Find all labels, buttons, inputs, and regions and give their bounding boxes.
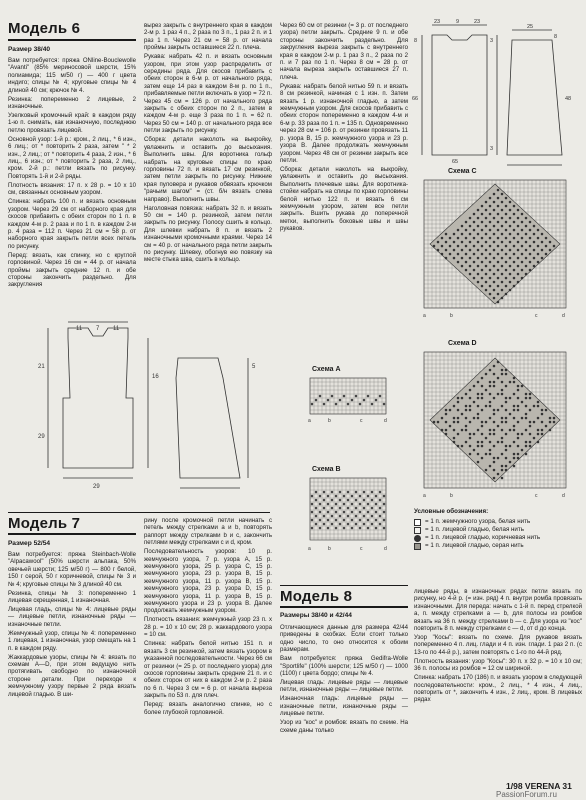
model7-dim-1: 23 bbox=[434, 19, 441, 25]
model6-edge: Узелковый кромочный край: в каждом ряду 1-ю п. снимать, как изнаночную, последнюю петлю провязать лицевой. bbox=[8, 112, 136, 134]
model8-column-1 bbox=[280, 624, 408, 736]
model7-pearl: Жемчужный узор, спицы № 4: попеременно 1 лицевая, 1 изнаночная, узор смещать на 1 п. в каждом ряду. bbox=[8, 629, 136, 652]
scheme-a-corner-a: а bbox=[308, 418, 311, 424]
model7-title-bar bbox=[8, 533, 136, 535]
model7-title-bar-top bbox=[8, 512, 270, 513]
knit-white-symbol bbox=[414, 527, 421, 534]
model6-column-2 bbox=[144, 22, 272, 265]
scheme-c-corner-c: с bbox=[535, 313, 538, 319]
model8-gauge: Плотность вязания: узор "Косы": 30 п. х 32 р. = 10 х 10 см; 36 п. полосы из ромбов = 12 см шириной. bbox=[414, 657, 582, 673]
scheme-d-corner-b: b bbox=[450, 493, 453, 499]
scheme-d-corner-c: с bbox=[535, 493, 538, 499]
model7-front: Перед: вязать аналогично спинке, но с более глубокой горловиной. bbox=[144, 701, 272, 716]
model6-dim-5: 16 bbox=[152, 374, 159, 380]
model7-dim-3: 23 bbox=[474, 19, 481, 25]
scheme-a-corner-d: d bbox=[384, 418, 387, 424]
model6-front: Перед: вязать, как спинку, но с круглой горловиной. Через 16 см = 44 р. от начала проймы закрыть средние 12 п. и обе стороны закончить раздельно. Для закругления bbox=[8, 251, 136, 289]
model8-reverse: Изнаночная гладь: лицевые ряды — изнаночные петли, изнаночные ряды — лицевые петли. bbox=[280, 695, 408, 718]
model7-stockinette: Лицевая гладь, спицы № 4: лицевые ряды — лицевые петли, изнаночные ряды — изнаночные петли. bbox=[8, 606, 136, 628]
legend-text-2: = 1 п. лицевой гладью, белая нить bbox=[425, 526, 524, 533]
scheme-b-corner-d: d bbox=[384, 546, 387, 552]
scheme-a-grid bbox=[300, 376, 396, 426]
pearl-white-symbol bbox=[414, 519, 421, 526]
model6-assembly-2: Сборка: детали наколоть на выкройку, увлажнить и оставить до высыхания. Выполнить плечевые швы. Для воротника-стойки набрать на спицы по краю горловины белой нитью 122 п. и вязать 6 см жемчужным узором, затем все петли закрыть. Вшить рукава до поперечной метки, выполнить боковые швы и швы рукавов. bbox=[280, 165, 408, 233]
scheme-c-label: Схема С bbox=[448, 168, 477, 175]
model7-materials: Вам потребуется: пряжа Steinbach-Wolle "Alpacawool" (50% шерсти альпака, 50% овечьей шерсти; 125 м/50 г) — 800 г белой, 150 г серой, 50 г коричневой, спицы № 3 и № 4; круговые спицы № 3 длиной 40 см. bbox=[8, 551, 136, 588]
model6-dim-8: 5 bbox=[252, 364, 256, 370]
model7-dim-10: 25 bbox=[527, 24, 534, 30]
scheme-c-grid bbox=[420, 178, 570, 320]
scheme-d-grid bbox=[420, 350, 570, 500]
model6-gauge: Плотность вязания: 17 п. х 28 р. = 10 х 10 см, связанных основным узором. bbox=[8, 181, 136, 197]
model7-column-1 bbox=[8, 551, 136, 700]
model7-jacquard: Жаккардовые узоры, спицы № 4: вязать по схемам А—D, при этом ведущую нить протягивать свободно по изнаночной стороне детали. При переходе к жемчужному узору первые 2 ряда вязать лицевой гладью. В ши- bbox=[8, 653, 136, 698]
model7-schematic bbox=[412, 10, 582, 170]
scheme-d-corner-d: d bbox=[562, 493, 565, 499]
model6-title-bar bbox=[8, 39, 136, 41]
model7-dim-6: 66 bbox=[412, 96, 419, 102]
scheme-a-label: Схема А bbox=[312, 366, 341, 373]
model6-sleeves: Рукава: набрать 42 п. и вязать основным узором, при этом узор распределить от середины ряда. Для скосов прибавить с обеих сторон в 6-м р. от начального ряда, затем еще 14 раз в каждом 8-м р. по 1 п., прибавляемые петли включать в узор = 72 п. Через 45 см = 126 р. от начального ряда закрыть с обеих сторон по 2 п., затем в каждом 4-м р. еще 3 раза по 1 п. = 62 п. Через 50 см = 140 р. от начального ряда все петли закрыть по рисунку. bbox=[144, 53, 272, 135]
scheme-b-corner-c: с bbox=[360, 546, 363, 552]
model6-materials: Вам потребуется: пряжа ONline-Bouclewolle "Avanti" (85% мериносовой шерсти, 15% полиамида; 115 м/50 г) — 400 г цвета индиго; спицы № 4; круговые спицы № 4 длиной 40 см; крючок № 4. bbox=[8, 57, 136, 94]
model6-dim-3: 11 bbox=[113, 326, 120, 332]
model6-sleeves-2: Рукава: набрать белой нитью 59 п. и вязать 8 см резинкой, начиная с 1 изн. п. Затем вязать 1 р. изнаночной гладью, а затем жемчужным узором. Для скосов прибавить с обеих сторон попеременно в каждом 4-м и 6-м р. 33 раза по 1 п. = 135 п. Одновременно через 28 см = 106 р. от резинки провязать 11 р. узора В, 15 р. жемчужного узора и 23 р. узора В. Далее продолжать жемчужным узором. Через 48 см от резинки закрыть все петли. bbox=[280, 82, 408, 164]
model7-dim-5: 3 bbox=[490, 38, 494, 44]
model8-cables: Узор из "кос" и ромбов: вязать по схеме. На схеме даны только bbox=[280, 719, 408, 734]
model6-dim-1: 11 bbox=[76, 326, 83, 332]
model8-pattern-rows: лицевые ряды, в изнаночных рядах петли вязать по рисунку, но 4-й р. (= изн. ряд) 4 п. внутри ромба провязать изнаночными. Для переда: начать с 1-й п. перед стрелкой а, п. между стрелками а — b, для полосы из ромбов вязать на 36 п. между стрелками b — с. Для узора из "кос" повторить 8 п. между стрелками с — d, от d до конца. bbox=[414, 588, 582, 633]
scheme-c-corner-d: d bbox=[562, 313, 565, 319]
model7-rib: Резинка, спицы № 3: попеременно 1 лицевая скрещенная, 1 изнаночная. bbox=[8, 589, 136, 605]
scheme-b-grid bbox=[300, 476, 396, 554]
model7-column-2 bbox=[144, 517, 272, 718]
knit-gray-symbol bbox=[414, 543, 421, 550]
model8-column-2 bbox=[414, 588, 582, 705]
model8-title-bar bbox=[280, 606, 408, 608]
model6-schematic bbox=[8, 318, 270, 508]
scheme-b-label: Схема В bbox=[312, 466, 341, 473]
model7-dim-8: 65 bbox=[452, 159, 459, 165]
model6-title: Модель 6 bbox=[8, 20, 81, 37]
model7-width: рину после кромочной петли начинать с петель между стрелками а и b, повторять раппорт между стрелками b и c, закончить петлями между стрелками с и d, кром. bbox=[144, 517, 272, 547]
legend-text-1: = 1 п. жемчужного узора, белая нить bbox=[425, 518, 531, 525]
page-footer: 1/98 VERENA 31 bbox=[506, 781, 572, 791]
scheme-d-corner-a: а bbox=[423, 493, 426, 499]
model6-dim-7: 29 bbox=[93, 484, 100, 490]
model8-title: Модель 8 bbox=[280, 588, 353, 605]
scheme-d-label: Схема D bbox=[448, 340, 477, 347]
model8-size: Размеры 38/40 и 42/44 bbox=[280, 612, 352, 619]
legend-row-1 bbox=[414, 518, 582, 526]
model7-dim-2: 9 bbox=[456, 19, 460, 25]
model6-neck: вырез закрыть с внутреннего края в каждом 2-м р. 1 раз 4 п., 2 раза по 3 п., 1 раз 2 п. и 1 раз 1 п. Через 21 см = 58 р. от начала проймы закрыть оставшиеся 22 п. плеча. bbox=[144, 22, 272, 52]
model7-dim-9: 48 bbox=[565, 96, 572, 102]
model8-note: Отличающиеся данные для размера 42/44 приведены в скобках. Если стоит только одно число, то оно относится к обоим размерам. bbox=[280, 624, 408, 654]
legend-text-3: = 1 п. лицевой гладью, коричневая нить bbox=[425, 534, 541, 541]
model8-materials: Вам потребуется: пряжа Gedifra-Wolle "Sportlife" (100% шерсти; 125 м/50 г) — 1000 (1100) г цвета бордо; спицы № 4. bbox=[280, 655, 408, 678]
model6-rib: Резинка: попеременно 2 лицевые, 2 изнаночные. bbox=[8, 95, 136, 111]
watermark: PassionForum.ru bbox=[496, 790, 557, 799]
model7-gauge: Плотность вязания: жемчужный узор 23 п. х 28 р. = 10 х 10 см; 28 р. жаккардового узора = 10 см. bbox=[144, 616, 272, 639]
model8-stockinette: Лицевая гладь: лицевые ряды — лицевые петли, изнаночные ряды — лицевые петли. bbox=[280, 679, 408, 694]
model6-headband: Наголовная повязка: набрать 32 п. и вязать 50 см = 140 р. резинкой, затем петли закрыть по рисунку. Полосу сшить в кольцо. Для шлевки набрать 8 п. и вязать 2 изнаночными кромочными краями. Через 14 см = 40 р. от начального ряда петли закрыть по рисунку. Шлевку, обогнув ею повязку на месте стыка шва, сшить в кольцо. bbox=[144, 204, 272, 264]
model6-assembly: Сборка: детали наколоть на выкройку, увлажнить и оставить до высыхания. Выполнить швы. Для воротника гольф набрать на круговые спицы по краю горловины 72 п. и вязать 17 см резинкой, затем петли закрыть по рисунку. Нижние края пуловера и рукавов обвязать крючком "рачьим шагом" = (ст. б/н вязать слева направо). Выполнить швы. bbox=[144, 136, 272, 203]
model7-size: Размер 52/54 bbox=[8, 540, 51, 547]
model6-dim-6: 29 bbox=[38, 434, 45, 440]
model8-braid: Узор "Косы": вязать по схеме. Для рукавов вязать попеременно 4 п. лиц. глади и 4 п. изн. глади. 1 раз 2 п. (с 13-го по 44-й р.), затем повторять с 1-го по 44-й ряд. bbox=[414, 634, 582, 656]
legend-row-4 bbox=[414, 542, 582, 550]
model7-sequence: Последовательность узоров: 10 р. жемчужного узора, 7 р. узора А, 15 р. жемчужного узора, 25 р. узора С, 15 р. жемчужного узора, 23 р. узора В, 15 р. жемчужного узора, 11 р. узора В, 15 р. жемчужного узора, 23 р. узора D, 15 р. жемчужного узора, 11 р. узора В, 15 р. жемчужного узора и 23 р. узора В. Далее продолжать жемчужным узором. bbox=[144, 548, 272, 615]
model8-title-bar-top bbox=[280, 585, 408, 586]
model7-back: Спинка: набрать белой нитью 151 п. и вязать 3 см резинкой, затем вязать узором в указанной последовательности. Через 66 см от резинки (= 25 р. от последнего узора) для скосов горловины закрыть средние 21 п. и с обеих сторон от них в каждом 2-м р. 2 раза по 6 п. Через 3 см = 6 р. от начала выреза закрыть по 53 п. для плеч. bbox=[144, 640, 272, 700]
model6-main-pattern: Основной узор: 1-й р.: кром., 2 лиц., * 6 изн., 6 лиц.; от * повторить 2 раза, затем " * 2 изн., 2 лиц.; от * повторить 4 раза, 2 изн., * 6 лиц., 6 изн.; от * повторить 2 раза, 2 лиц., кром. 2-й р.: петли вязать по рисунку. Повторять 1-й и 2-й ряды. bbox=[8, 135, 136, 180]
model6-column-1 bbox=[8, 57, 136, 290]
model6-neck-cont: Через 60 см от резинки (= 3 р. от последнего узора) петли закрыть. Средние 9 п. и обе стороны закончить раздельно. Для закругления выреза закрыть с внутреннего края в каждом 2-м р. 1 раз 3 п., 2 раза по 2 п. и 7 раз по 1 п. Через 8 см = 28 р. от начала выреза закрыть оставшиеся 27 п. плеча. bbox=[280, 22, 408, 81]
model6-dim-4: 21 bbox=[38, 364, 45, 370]
knit-brown-symbol bbox=[414, 535, 421, 542]
scheme-a-corner-c: с bbox=[360, 418, 363, 424]
scheme-c-corner-a: а bbox=[423, 313, 426, 319]
scheme-b-corner-b: b bbox=[328, 546, 331, 552]
model7-title: Модель 7 bbox=[8, 515, 81, 532]
scheme-c-corner-b: b bbox=[450, 313, 453, 319]
scheme-a-corner-b: b bbox=[328, 418, 331, 424]
legend bbox=[414, 508, 582, 550]
legend-row-2 bbox=[414, 526, 582, 534]
model6-back: Спинка: набрать 100 п. и вязать основным узором. Через 29 см от наборного края для скосов прибавить с обеих сторон по 1 п. в каждом 4-м р. 2 раза и по 1 п. в каждом 2-м р. 4 раза = 112 п. Через 21 см = 58 р. от наборного края закрыть петли всех петель по рисунку. bbox=[8, 198, 136, 250]
model7-dim-11: 8 bbox=[554, 34, 558, 40]
legend-text-4: = 1 п. лицевой гладью, серая нить bbox=[425, 542, 524, 549]
model7-dim-4: 8 bbox=[414, 38, 418, 44]
legend-title: Условные обозначения: bbox=[414, 508, 489, 515]
scheme-b-corner-a: а bbox=[308, 546, 311, 552]
model7-dim-7: 3 bbox=[490, 146, 494, 152]
model6-column-3 bbox=[280, 22, 408, 234]
model6-dim-2: 7 bbox=[96, 326, 100, 332]
legend-row-3 bbox=[414, 534, 582, 542]
model6-size: Размер 38/40 bbox=[8, 46, 51, 53]
model8-back: Спинка: набрать 170 (186) п. и вязать узором в следующей последовательности: кром., 2 лиц., * 4 изн., 4 лиц., повторить от *, закончить 4 изн., 2 лиц., кром. В лицевых рядах bbox=[414, 674, 582, 704]
